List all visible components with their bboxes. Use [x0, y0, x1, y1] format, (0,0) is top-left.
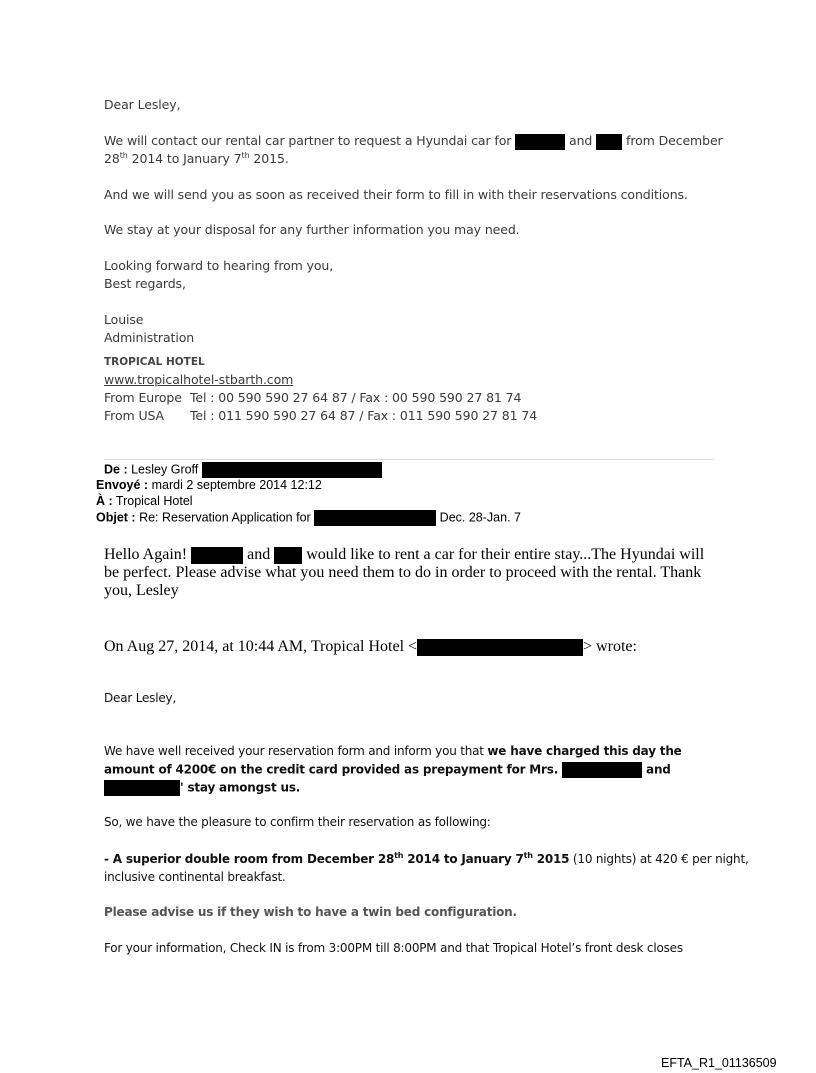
contact-europe-value: Tel : 00 590 590 27 64 87 / Fax : 00 590 590 27 81 74 — [190, 390, 522, 405]
text-span: we have charged this day the — [487, 744, 682, 758]
lesley-message-line-2: be perfect. Please advise what you need them to do in order to proceed with the rental. Thank — [104, 564, 702, 581]
reply-closing-1: Looking forward to hearing from you, — [104, 258, 334, 273]
text-span: 2014 to January 7 — [127, 151, 242, 166]
original-paragraph-5: For your information, Check IN is from 3:00PM till 8:00PM and that Tropical Hotel’s front desk closes — [104, 941, 683, 955]
header-divider — [104, 459, 714, 460]
redaction-block — [562, 762, 642, 778]
text-span: ' stay amongst us. — [180, 780, 301, 795]
redaction-block — [191, 547, 243, 564]
text-span: amount of 4200€ on the credit card provided as prepayment for Mrs. — [104, 762, 559, 777]
header-subject — [96, 510, 521, 526]
header-label: De : — [104, 462, 128, 477]
text-span: On Aug 27, 2014, at 10:44 AM, Tropical Hotel < — [104, 638, 418, 655]
text-span: Hello Again! — [104, 546, 188, 563]
text-span: from December — [626, 133, 723, 148]
contact-usa-label: From USA — [104, 408, 165, 423]
superscript: th — [241, 151, 250, 160]
contact-usa-value: Tel : 011 590 590 27 64 87 / Fax : 011 590 590 27 81 74 — [190, 408, 538, 423]
redaction-block — [596, 134, 622, 150]
sender-role: Administration — [104, 330, 195, 345]
header-value: Tropical Hotel — [115, 494, 193, 508]
lesley-message-line-1 — [104, 546, 704, 564]
original-greeting: Dear Lesley, — [104, 691, 177, 705]
text-span: and — [646, 762, 671, 777]
text-span: We will contact our rental car partner to request a Hyundai car for — [104, 133, 512, 148]
redaction-block — [202, 462, 382, 478]
header-value: Re: Reservation Application for — [139, 510, 311, 525]
header-value: Lesley Groff — [131, 462, 199, 477]
hotel-website-link[interactable]: www.tropicalhotel-stbarth.com — [104, 372, 294, 387]
text-span: and — [569, 133, 593, 148]
superscript: th — [523, 851, 533, 860]
redaction-block — [417, 639, 583, 656]
original-paragraph-3-line-2: inclusive continental breakfast. — [104, 870, 286, 884]
header-value: Dec. 28-Jan. 7 — [439, 510, 521, 525]
contact-europe-label: From Europe — [104, 390, 182, 405]
redaction-block — [515, 134, 565, 150]
text-span: > wrote: — [583, 638, 637, 655]
reply-paragraph-3: We stay at your disposal for any further information you may need. — [104, 222, 520, 237]
text-span: 28 — [104, 151, 120, 166]
document-id: EFTA_R1_01136509 — [661, 1056, 777, 1070]
header-to — [96, 494, 193, 508]
text-span: 2015 — [532, 852, 570, 866]
text-span: (10 nights) at 420 € per night, — [569, 852, 749, 866]
redaction-block — [274, 547, 302, 564]
original-paragraph-2: So, we have the pleasure to confirm their reservation as following: — [104, 815, 491, 829]
text-span: We have well received your reservation form and inform you that — [104, 744, 488, 758]
original-paragraph-4: Please advise us if they wish to have a twin bed configuration. — [104, 905, 517, 919]
sender-name: Louise — [104, 312, 144, 327]
text-span: - A superior double room from December 28 — [104, 852, 395, 866]
hotel-name: TROPICAL HOTEL — [104, 356, 205, 368]
original-paragraph-3-line-1 — [104, 852, 749, 866]
text-span: and — [247, 546, 271, 563]
reply-paragraph-2: And we will send you as soon as received their form to fill in with their reservations conditions. — [104, 187, 688, 202]
header-from — [104, 462, 382, 478]
header-label: Envoyé : — [96, 478, 149, 492]
redaction-block — [104, 780, 180, 796]
original-paragraph-1-line-2 — [104, 762, 671, 778]
superscript: th — [394, 851, 404, 860]
lesley-message-line-3: you, Lesley — [104, 582, 179, 599]
quote-attribution-line — [104, 638, 637, 656]
original-paragraph-1-line-1 — [104, 744, 682, 758]
original-paragraph-1-line-3 — [104, 780, 300, 796]
text-span: 2015. — [249, 151, 289, 166]
header-sent — [96, 478, 322, 492]
reply-paragraph-1-line-2 — [104, 151, 289, 166]
reply-paragraph-1-line-1 — [104, 133, 723, 150]
superscript: th — [119, 151, 128, 160]
header-label: À : — [96, 494, 113, 508]
text-span: would like to rent a car for their entire stay...The Hyundai will — [306, 546, 705, 563]
reply-greeting: Dear Lesley, — [104, 97, 181, 112]
text-span: 2014 to January 7 — [403, 852, 524, 866]
reply-closing-2: Best regards, — [104, 276, 186, 291]
header-value: mardi 2 septembre 2014 12:12 — [151, 478, 322, 492]
header-label: Objet : — [96, 510, 136, 525]
redaction-block — [314, 510, 436, 526]
